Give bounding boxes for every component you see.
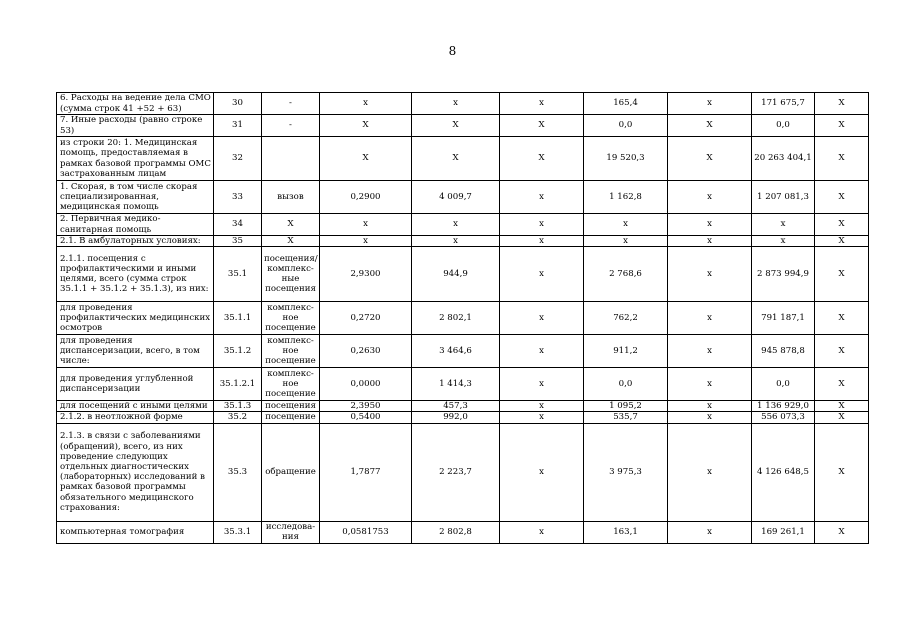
row-label-cell: из строки 20: 1. Медицинская помощь, предоставляемая в рамках базовой программы ОМС застрахованным лицам [57,137,214,181]
table-cell: х [320,214,412,236]
table-cell: комплекс-ное посещение [262,302,320,335]
table-cell: 0,2900 [320,181,412,214]
row-label-cell: для проведения профилактических медицинских осмотров [57,302,214,335]
table-row [57,368,869,401]
table-cell: 2 802,1 [412,302,500,335]
table-cell: X [815,423,869,521]
table-cell: 791 187,1 [752,302,815,335]
table-cell: х [500,214,584,236]
table-cell: 20 263 404,1 [752,137,815,181]
table-cell: X [262,214,320,236]
table-cell: X [815,302,869,335]
table-cell: X [815,335,869,368]
table-cell: х [668,401,752,412]
table-cell: 3 464,6 [412,335,500,368]
table-cell: X [815,214,869,236]
table-cell: 35.2 [214,412,262,423]
table-cell: 35.1 [214,247,262,302]
table-cell: посещения/ комплекс-ные посещения [262,247,320,302]
table-cell: х [320,236,412,247]
table-cell: 4 126 648,5 [752,423,815,521]
table-cell: обращение [262,423,320,521]
row-label-cell: 2.1.3. в связи с заболеваниями (обращений), всего, из них проведение следующих отдельных диагностических (лабораторных) исследований в рамках базовой программы обязательного медицинского страхования: [57,423,214,521]
table-cell: х [500,181,584,214]
table-cell: 2 873 994,9 [752,247,815,302]
table-cell: 171 675,7 [752,93,815,115]
table-cell: 35.1.3 [214,401,262,412]
table-cell: 1 162,8 [584,181,668,214]
table-cell: 0,0 [752,115,815,137]
table-cell: 2 768,6 [584,247,668,302]
table-cell: х [668,368,752,401]
table-cell: X [320,115,412,137]
table-cell: 0,0 [584,115,668,137]
table-cell: 762,2 [584,302,668,335]
row-label-cell: 2.1.2. в неотложной форме [57,412,214,423]
table-cell: х [668,247,752,302]
table-cell: 2 223,7 [412,423,500,521]
table-cell: X [815,137,869,181]
table-cell: 556 073,3 [752,412,815,423]
table-cell: X [500,137,584,181]
table-cell: 1 207 081,3 [752,181,815,214]
table-cell: х [668,236,752,247]
table-cell: х [500,247,584,302]
table-cell: 35.3.1 [214,521,262,543]
table-cell: 0,2630 [320,335,412,368]
table-row [57,412,869,423]
table-cell: х [500,412,584,423]
table-cell: х [668,181,752,214]
table-cell: х [500,335,584,368]
table-cell: 1,7877 [320,423,412,521]
table-cell: 3 975,3 [584,423,668,521]
table-cell: 32 [214,137,262,181]
table-cell: X [815,521,869,543]
table-cell: исследова-ния [262,521,320,543]
table-cell: 1 136 929,0 [752,401,815,412]
table-cell: х [668,335,752,368]
table-row [57,137,869,181]
table-cell: х [668,423,752,521]
table-cell: 34 [214,214,262,236]
table-cell: X [815,368,869,401]
table-cell: 0,0 [752,368,815,401]
table-cell: - [262,115,320,137]
table-cell: комплекс-ное посещение [262,368,320,401]
table-cell: посещение [262,412,320,423]
table-cell: х [500,401,584,412]
table-cell: х [500,368,584,401]
table-cell: 30 [214,93,262,115]
table-cell: 0,0 [584,368,668,401]
table-row [57,93,869,115]
row-label-cell: компьютерная томография [57,521,214,543]
table-cell: 0,2720 [320,302,412,335]
table-row [57,247,869,302]
table-cell: х [668,412,752,423]
table-cell: X [262,236,320,247]
table-cell: 35.1.2 [214,335,262,368]
table-cell: 457,3 [412,401,500,412]
tariff-table [56,92,869,544]
table-cell: х [668,214,752,236]
table-row [57,401,869,412]
table-cell: х [668,93,752,115]
row-label-cell: 1. Скорая, в том числе скорая специализированная, медицинская помощь [57,181,214,214]
table-cell: 1 414,3 [412,368,500,401]
table-row [57,181,869,214]
table-cell: X [320,137,412,181]
table-cell: 33 [214,181,262,214]
table-cell: комплекс-ное посещение [262,335,320,368]
table-cell: 2 802,8 [412,521,500,543]
table-row [57,302,869,335]
table-cell: X [815,115,869,137]
table-cell: X [412,115,500,137]
table-cell: 535,7 [584,412,668,423]
table-cell: х [668,302,752,335]
table-cell: - [262,93,320,115]
row-label-cell: для посещений с иными целями [57,401,214,412]
table-cell: х [584,214,668,236]
row-label-cell: 2. Первичная медико-санитарная помощь [57,214,214,236]
table-cell: 992,0 [412,412,500,423]
table-cell: X [500,115,584,137]
table-cell: 0,0000 [320,368,412,401]
table-cell: 35 [214,236,262,247]
table-row [57,335,869,368]
row-label-cell: 2.1. В амбулаторных условиях: [57,236,214,247]
table-cell: х [584,236,668,247]
table-cell: 169 261,1 [752,521,815,543]
table-cell: х [412,93,500,115]
table-cell: вызов [262,181,320,214]
table-cell: X [815,93,869,115]
row-label-cell: 2.1.1. посещения с профилактическими и иными целями, всего (сумма строк 35.1.1 + 35.1.2 + 35.1.3), из них: [57,247,214,302]
table-cell: X [668,137,752,181]
table-cell: х [412,214,500,236]
table-cell: X [815,412,869,423]
table-cell: х [500,302,584,335]
table-cell: х [500,93,584,115]
table-cell: 945 878,8 [752,335,815,368]
row-label-cell: для проведения диспансеризации, всего, в том числе: [57,335,214,368]
row-label-cell: 7. Иные расходы (равно строке 53) [57,115,214,137]
table-cell: 0,5400 [320,412,412,423]
table-cell: 19 520,3 [584,137,668,181]
table-cell: х [412,236,500,247]
table-cell: X [815,247,869,302]
table-cell: х [752,236,815,247]
table-cell: посещения [262,401,320,412]
table-cell: 911,2 [584,335,668,368]
page-number: 8 [448,44,457,58]
table-cell: 165,4 [584,93,668,115]
table-body [57,93,869,544]
table-cell: х [320,93,412,115]
table-cell: 2,3950 [320,401,412,412]
table-row [57,115,869,137]
table-cell: 2,9300 [320,247,412,302]
table-cell: 1 095,2 [584,401,668,412]
table-cell [262,137,320,181]
table-cell: X [815,236,869,247]
table-row [57,236,869,247]
table-cell: 35.3 [214,423,262,521]
table-cell: X [668,115,752,137]
row-label-cell: для проведения углубленной диспансеризации [57,368,214,401]
table-row [57,521,869,543]
table-cell: х [500,521,584,543]
table-row [57,214,869,236]
table-cell: 0,0581753 [320,521,412,543]
table-cell: 944,9 [412,247,500,302]
table-cell: X [412,137,500,181]
table-cell: 35.1.1 [214,302,262,335]
table-cell: х [752,214,815,236]
table-cell: X [815,401,869,412]
table-cell: х [668,521,752,543]
table-cell: 31 [214,115,262,137]
table-cell: 4 009,7 [412,181,500,214]
table-cell: X [815,181,869,214]
row-label-cell: 6. Расходы на ведение дела СМО (сумма строк 41 +52 + 63) [57,93,214,115]
table-cell: х [500,423,584,521]
table-cell: 35.1.2.1 [214,368,262,401]
table-row [57,423,869,521]
table-cell: х [500,236,584,247]
table-cell: 163,1 [584,521,668,543]
